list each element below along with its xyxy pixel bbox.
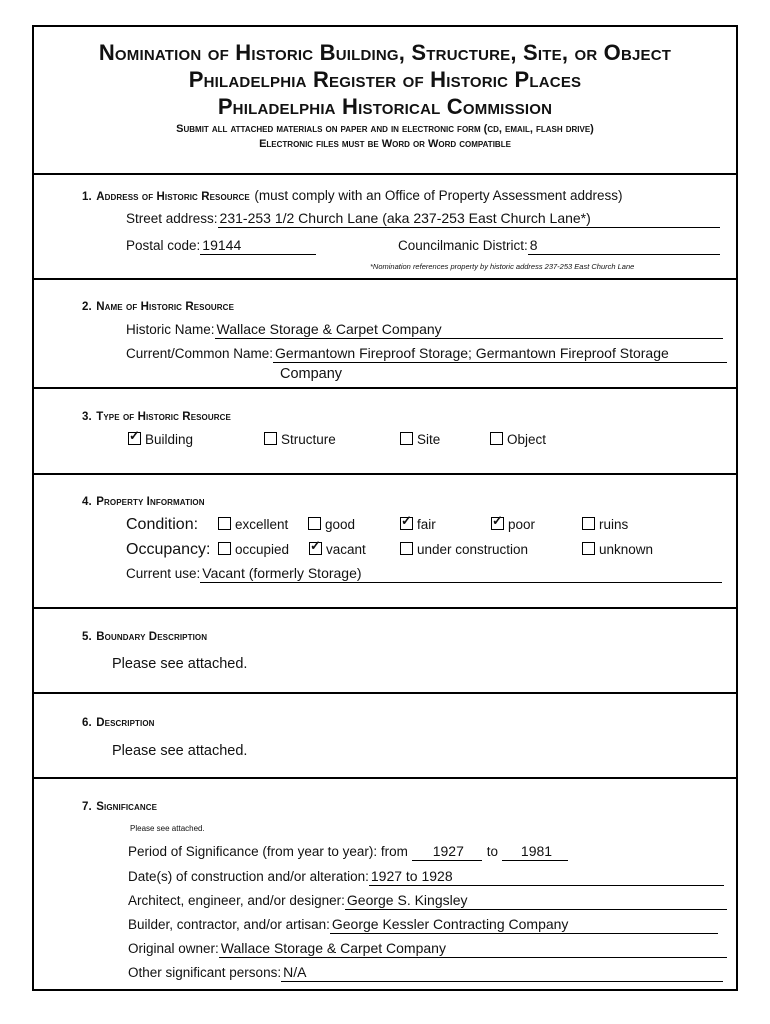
unknown-label: unknown [599, 542, 654, 557]
submission-instructions: Submit all attached materials on paper and in electronic form (cd, email, flash drive) [176, 123, 594, 135]
site-label: Site [417, 432, 441, 447]
architect-field[interactable]: George S. Kingsley [345, 892, 727, 910]
unknown-checkbox[interactable] [582, 542, 595, 555]
period-row [128, 843, 568, 861]
address-footnote: *Nomination references property by historic address 237-253 East Church Lane [370, 262, 635, 271]
divider [34, 278, 736, 280]
section-title: Boundary Description [96, 631, 208, 643]
section-title: Description [96, 717, 155, 729]
divider [34, 473, 736, 475]
divider [34, 607, 736, 609]
building-label: Building [145, 432, 194, 447]
original-owner-row [128, 940, 727, 958]
vacant-label: vacant [326, 542, 366, 557]
postal-code-label: Postal code: [126, 238, 201, 253]
historic-name-field[interactable]: Wallace Storage & Carpet Company [215, 321, 723, 339]
structure-checkbox[interactable] [264, 432, 277, 445]
good-label: good [325, 517, 356, 532]
check-mark-icon: ✓ [129, 428, 140, 443]
common-name-continued [280, 365, 342, 383]
register-title: Philadelphia Register of Historic Places [188, 67, 582, 92]
excellent-checkbox[interactable] [218, 517, 231, 530]
construction-dates-row [128, 868, 724, 886]
check-mark-icon: ✓ [310, 538, 321, 553]
section-number: 7. [82, 801, 92, 813]
type-structure-option[interactable] [264, 431, 336, 449]
ruins-checkbox[interactable] [582, 517, 595, 530]
section-number: 6. [82, 717, 92, 729]
poor-checkbox[interactable] [491, 513, 504, 530]
section-4-heading [82, 492, 205, 510]
architect-row [128, 892, 727, 910]
section-title: Property Information [96, 496, 205, 508]
condition-ruins-option[interactable] [582, 516, 628, 534]
period-from-field[interactable]: 1927 [412, 843, 482, 861]
builder-field[interactable]: George Kessler Contracting Company [330, 916, 718, 934]
condition-label: Condition: [126, 516, 199, 533]
architect-label: Architect, engineer, and/or designer: [128, 893, 345, 908]
under-construction-label: under construction [417, 542, 529, 557]
section-number: 3. [82, 411, 92, 423]
section-title: Significance [96, 801, 158, 813]
condition-poor-option[interactable] [491, 513, 536, 534]
condition-good-option[interactable] [308, 516, 355, 534]
occupancy-occupied-option[interactable] [218, 541, 289, 559]
section-3-heading [82, 407, 231, 425]
historic-name-row [126, 321, 723, 339]
object-checkbox[interactable] [490, 432, 503, 445]
divider [34, 173, 736, 175]
site-checkbox[interactable] [400, 432, 413, 445]
section-title: Name of Historic Resource [96, 301, 234, 313]
significance-note: Please see attached. [130, 824, 205, 833]
poor-label: poor [508, 517, 536, 532]
commission-title: Philadelphia Historical Commission [217, 94, 553, 119]
section-7-heading [82, 797, 157, 815]
common-name-field-line2: Company [280, 366, 343, 382]
common-name-row [126, 345, 727, 363]
district-field[interactable]: 8 [528, 237, 720, 255]
street-address-field[interactable]: 231-253 1/2 Church Lane (aka 237-253 East Church Lane*) [218, 210, 720, 228]
occupied-label: occupied [235, 542, 290, 557]
divider [34, 387, 736, 389]
original-owner-label: Original owner: [128, 941, 219, 956]
district-label: Councilmanic District: [398, 238, 528, 253]
nomination-form [32, 25, 738, 991]
period-to-field[interactable]: 1981 [502, 843, 568, 861]
divider [34, 777, 736, 779]
section-title: Address of Historic Resource [96, 191, 250, 203]
under-construction-checkbox[interactable] [400, 542, 413, 555]
occupancy-label: Occupancy: [126, 541, 211, 558]
construction-dates-label: Date(s) of construction and/or alteration: [128, 869, 369, 884]
occupied-checkbox[interactable] [218, 542, 231, 555]
file-format-note: Electronic files must be Word or Word compatible [259, 138, 511, 150]
postal-code-field[interactable]: 19144 [200, 237, 316, 255]
section-number: 4. [82, 496, 92, 508]
fair-label: fair [417, 517, 436, 532]
occupancy-under-construction-option[interactable] [400, 541, 528, 559]
current-use-row [126, 565, 722, 583]
common-name-field[interactable]: Germantown Fireproof Storage; Germantown Fireproof Storage [273, 345, 727, 363]
object-label: Object [507, 432, 547, 447]
other-persons-field[interactable]: N/A [281, 964, 723, 982]
builder-row [128, 916, 718, 934]
construction-dates-field[interactable]: 1927 to 1928 [369, 868, 724, 886]
condition-excellent-option[interactable] [218, 516, 288, 534]
period-label: Period of Significance (from year to year): from [128, 844, 408, 859]
other-persons-label: Other significant persons: [128, 965, 282, 980]
current-use-label: Current use: [126, 566, 201, 581]
original-owner-field[interactable]: Wallace Storage & Carpet Company [219, 940, 727, 958]
check-mark-icon: ✓ [401, 513, 412, 528]
other-persons-row [128, 964, 723, 982]
district-row [398, 237, 720, 255]
section-1-heading [82, 187, 622, 205]
vacant-checkbox[interactable] [309, 538, 322, 555]
type-object-option[interactable] [490, 431, 546, 449]
description-text: Please see attached. [112, 743, 248, 759]
occupancy-unknown-option[interactable] [582, 541, 653, 559]
condition-fair-option[interactable] [400, 513, 436, 534]
structure-label: Structure [281, 432, 336, 447]
section-2-heading [82, 297, 234, 315]
section-note: (must comply with an Office of Property Assessment address) [254, 188, 623, 203]
section-5-heading [82, 627, 207, 645]
postal-code-row [126, 237, 316, 255]
ruins-label: ruins [599, 517, 629, 532]
occupancy-vacant-option[interactable] [309, 538, 366, 559]
check-mark-icon: ✓ [492, 513, 503, 528]
type-site-option[interactable] [400, 431, 440, 449]
form-title: Nomination of Historic Building, Structure, Site, or Object [98, 40, 672, 65]
street-address-row [126, 210, 720, 228]
building-checkbox[interactable] [128, 428, 141, 445]
current-use-field[interactable]: Vacant (formerly Storage) [200, 565, 722, 583]
section-6-heading [82, 713, 155, 731]
type-building-option[interactable] [128, 428, 194, 449]
boundary-description-text: Please see attached. [112, 656, 248, 672]
common-name-label: Current/Common Name: [126, 346, 274, 361]
excellent-label: excellent [235, 517, 289, 532]
street-address-label: Street address: [126, 211, 218, 226]
builder-label: Builder, contractor, and/or artisan: [128, 917, 330, 932]
historic-name-label: Historic Name: [126, 322, 215, 337]
period-to-label: to [486, 844, 499, 859]
form-header [34, 27, 736, 173]
section-title: Type of Historic Resource [96, 411, 231, 423]
fair-checkbox[interactable] [400, 513, 413, 530]
section-number: 1. [82, 191, 92, 203]
good-checkbox[interactable] [308, 517, 321, 530]
section-number: 2. [82, 301, 92, 313]
section-number: 5. [82, 631, 92, 643]
divider [34, 692, 736, 694]
